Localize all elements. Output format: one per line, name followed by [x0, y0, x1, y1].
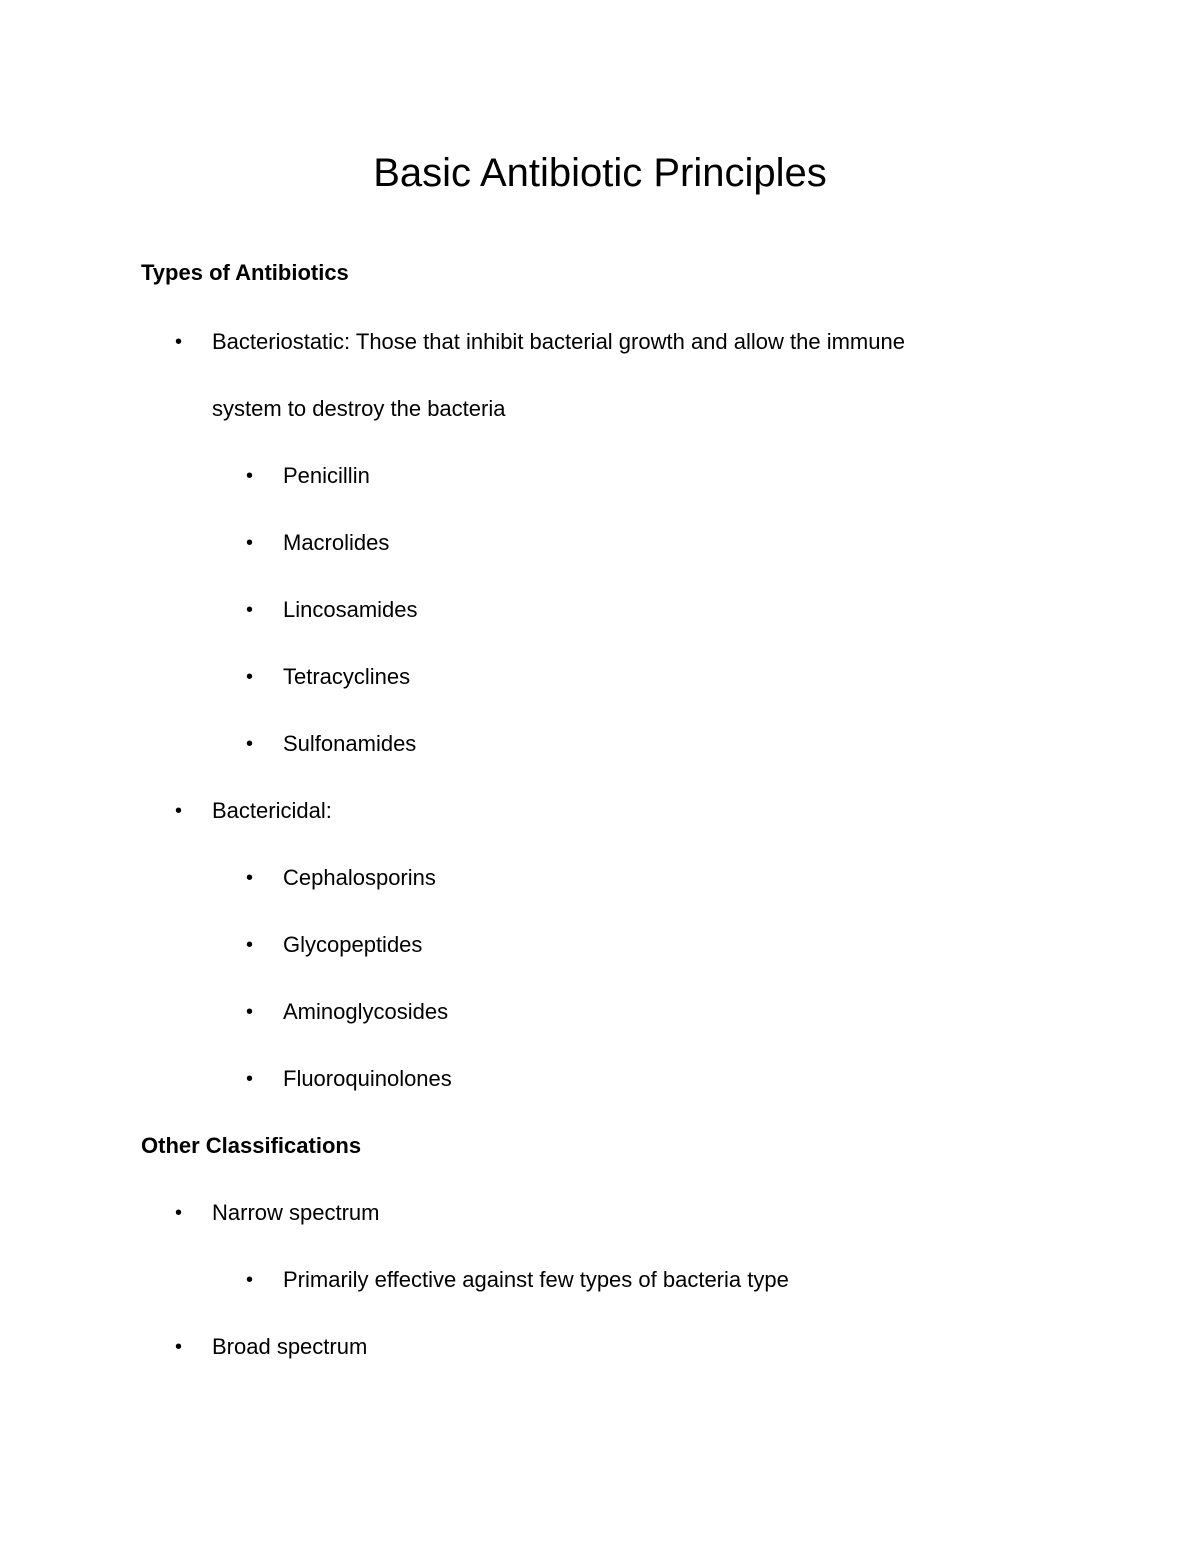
bullet-icon: •: [246, 934, 254, 956]
list-item-broad-spectrum: Broad spectrum: [212, 1334, 368, 1359]
list-item-narrow-spectrum-detail: Primarily effective against few types of bacteria type: [283, 1267, 789, 1292]
list-item-bacteriostatic: Bacteriostatic: Those that inhibit bacterial growth and allow the immune: [212, 329, 905, 354]
bullet-icon: •: [246, 465, 254, 487]
list-item-fluoroquinolones: Fluoroquinolones: [283, 1066, 452, 1091]
bullet-icon: •: [246, 666, 254, 688]
bullet-icon: •: [175, 1202, 183, 1224]
bullet-icon: •: [246, 733, 254, 755]
section-heading-types: Types of Antibiotics: [141, 260, 349, 285]
list-item-lincosamides: Lincosamides: [283, 597, 418, 622]
bullet-icon: •: [246, 599, 254, 621]
list-item-cephalosporins: Cephalosporins: [283, 865, 436, 890]
bullet-icon: •: [246, 532, 254, 554]
bullet-icon: •: [175, 800, 183, 822]
list-item-bactericidal: Bactericidal:: [212, 798, 332, 823]
list-item-aminoglycosides: Aminoglycosides: [283, 999, 449, 1024]
bullet-icon: •: [246, 1269, 254, 1291]
section-heading-other-classifications: Other Classifications: [141, 1133, 362, 1158]
page-title: Basic Antibiotic Principles: [373, 151, 827, 195]
list-item-sulfonamides: Sulfonamides: [283, 731, 417, 756]
list-item-tetracyclines: Tetracyclines: [283, 664, 411, 689]
bullet-icon: •: [246, 867, 254, 889]
bullet-icon: •: [246, 1001, 254, 1023]
list-item-macrolides: Macrolides: [283, 530, 390, 555]
list-item-bacteriostatic-continued: system to destroy the bacteria: [212, 396, 506, 421]
bullet-icon: •: [175, 1336, 183, 1358]
list-item-glycopeptides: Glycopeptides: [283, 932, 423, 957]
bullet-icon: •: [175, 331, 183, 353]
list-item-penicillin: Penicillin: [283, 463, 370, 488]
list-item-narrow-spectrum: Narrow spectrum: [212, 1200, 380, 1225]
bullet-icon: •: [246, 1068, 254, 1090]
